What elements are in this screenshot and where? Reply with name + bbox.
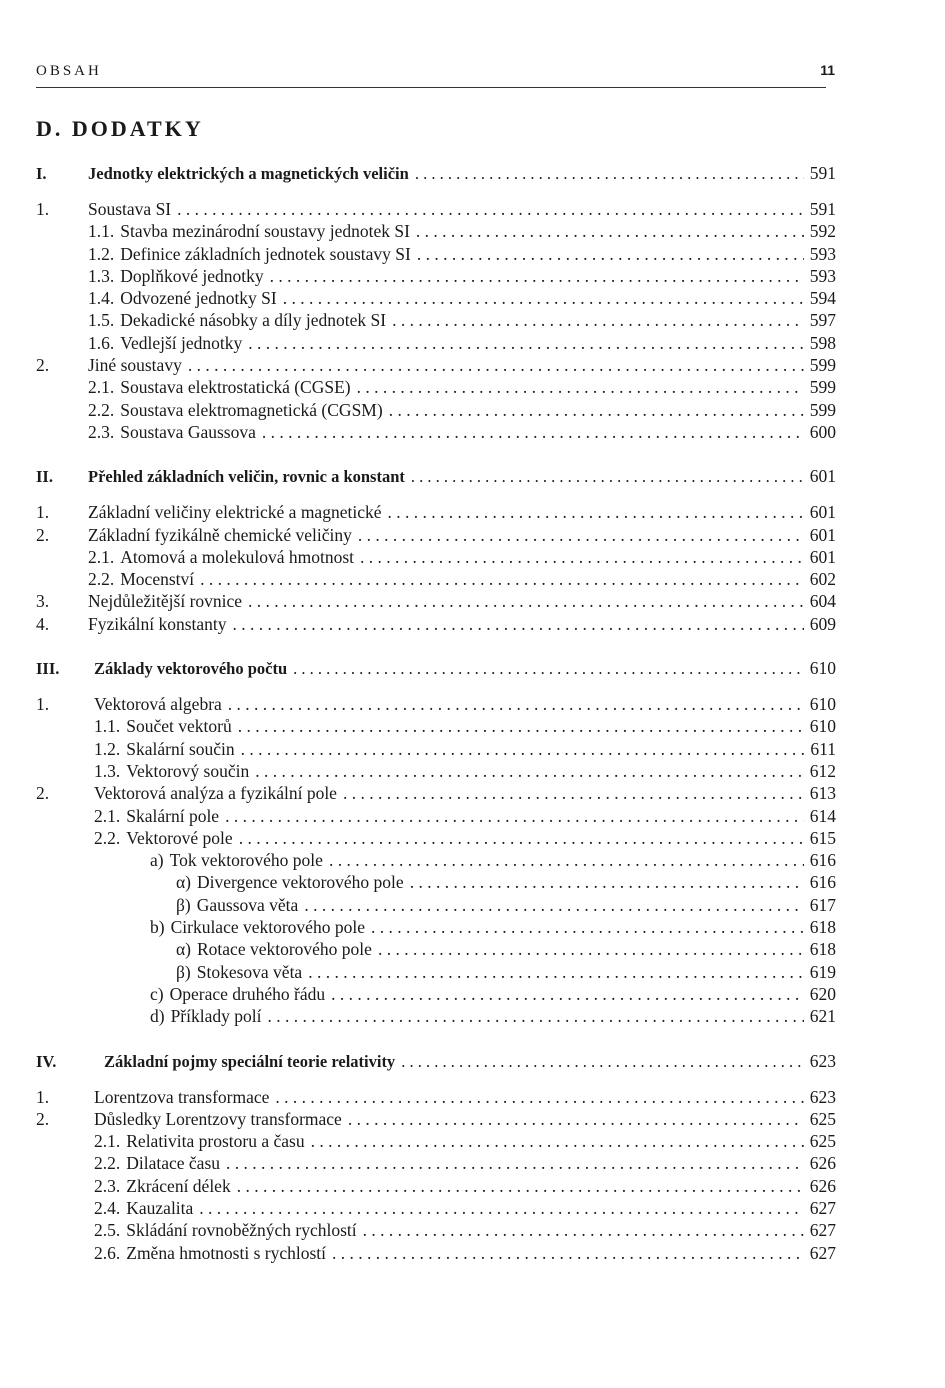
- toc-leader-dots: [343, 782, 804, 804]
- running-head: [36, 62, 835, 80]
- toc-entry-title: Soustava SI: [88, 199, 172, 219]
- toc-entry-number: 1.: [36, 502, 50, 523]
- toc-entry-title: Jiné soustavy: [88, 355, 182, 376]
- toc-page-number: 625: [809, 1131, 836, 1152]
- toc-page-number: 599: [809, 377, 836, 398]
- page-number: 11: [820, 62, 835, 78]
- toc-page-number: 599: [809, 399, 836, 420]
- toc-part-number: IV.: [36, 1051, 57, 1071]
- toc-entry-number: 2.3.: [94, 1175, 121, 1196]
- toc-page-number: 623: [809, 1050, 836, 1071]
- toc-entry-title: Tok vektorového pole: [169, 850, 323, 871]
- toc-entry-number: 2.: [36, 783, 50, 804]
- toc-part: [36, 655, 836, 1027]
- toc-entry-number: β): [176, 894, 191, 915]
- toc-entry-number: 2.: [36, 355, 50, 376]
- toc-page-number: 601: [809, 466, 836, 487]
- toc-page-number: 601: [809, 546, 836, 567]
- toc-entry-number: 2.2.: [88, 399, 115, 420]
- toc-leader-dots: [348, 1108, 804, 1130]
- toc-part-heading[interactable]: [36, 463, 836, 489]
- toc-entry-number: 2.1.: [88, 546, 115, 567]
- toc-entry-title: Cirkulace vektorového pole: [170, 917, 365, 938]
- toc-page-number: 612: [809, 760, 836, 781]
- toc-entry[interactable]: [36, 983, 836, 1005]
- toc-leader-dots: [237, 1175, 804, 1197]
- toc-leader-dots: [283, 287, 804, 309]
- toc-entry[interactable]: [36, 568, 836, 590]
- toc-entry-number: 2.6.: [94, 1242, 121, 1263]
- toc-entry-number: 1.2.: [88, 243, 115, 264]
- toc-leader-dots: [177, 198, 804, 220]
- toc-entry-title: Skládání rovnoběžných rychlostí: [126, 1220, 357, 1241]
- toc-page-number: 621: [809, 1006, 836, 1027]
- toc-page-number: 623: [809, 1086, 836, 1107]
- toc-leader-dots: [371, 916, 804, 938]
- toc-entry-number: 1.1.: [88, 221, 115, 242]
- toc-page-number: 627: [809, 1242, 836, 1263]
- toc-part-title: Základy vektorového počtu: [94, 659, 288, 679]
- toc-page-number: 610: [809, 694, 836, 715]
- toc-leader-dots: [267, 1005, 803, 1027]
- toc-entry[interactable]: [36, 715, 836, 737]
- toc-entry-number: b): [150, 917, 165, 938]
- toc-entry[interactable]: [36, 1005, 836, 1027]
- toc-entry[interactable]: [36, 309, 836, 331]
- toc-page-number: 618: [809, 917, 836, 938]
- toc-entry-title: Relativita prostoru a času: [126, 1131, 305, 1152]
- toc-entry-number: 2.1.: [88, 377, 115, 398]
- toc-entry[interactable]: [36, 1108, 836, 1130]
- toc-page-number: 597: [809, 310, 836, 331]
- toc-leader-dots: [270, 265, 804, 287]
- toc-part-heading[interactable]: [36, 1048, 836, 1074]
- toc-entry-number: 1.: [36, 1086, 50, 1107]
- header-rule: [36, 87, 826, 88]
- toc-part-title: Jednotky elektrických a magnetických veličin: [88, 164, 409, 183]
- toc-part-number: III.: [36, 659, 60, 679]
- toc-page-number: 617: [809, 894, 836, 915]
- toc-entry[interactable]: [36, 524, 836, 546]
- toc-leader-dots: [389, 399, 804, 421]
- toc-entry-number: 1.3.: [94, 760, 121, 781]
- toc-leader-dots: [360, 546, 804, 568]
- toc-entry[interactable]: [36, 1219, 836, 1241]
- toc-entry-title: Operace druhého řádu: [169, 983, 326, 1004]
- toc-page-number: 626: [809, 1175, 836, 1196]
- toc-entry-number: 1.6.: [88, 332, 115, 353]
- toc-entry[interactable]: [36, 332, 836, 354]
- toc-page-number: 593: [809, 265, 836, 286]
- toc-page-number: 616: [809, 850, 836, 871]
- toc-page-number: 594: [809, 288, 836, 309]
- toc-leader-dots: [226, 1152, 804, 1174]
- toc-entry-title: Mocenství: [120, 569, 195, 590]
- toc-part-heading[interactable]: [36, 655, 836, 681]
- toc-leader-dots: [199, 1197, 803, 1219]
- toc-entry-title: Stavba mezinárodní soustavy jednotek SI: [120, 221, 410, 242]
- toc-leader-dots: [387, 501, 803, 523]
- toc-part-title: Základní pojmy speciální teorie relativity: [104, 1051, 396, 1071]
- toc-leader-dots: [304, 894, 803, 916]
- toc-part-number: I.: [36, 164, 47, 183]
- toc-entry-number: β): [176, 961, 191, 982]
- toc-entry-number: 3.: [36, 591, 50, 612]
- toc-leader-dots: [239, 827, 804, 849]
- toc-leader-dots: [411, 464, 804, 490]
- toc-entry-number: α): [176, 872, 191, 893]
- toc-entry[interactable]: [36, 938, 836, 960]
- toc-entry[interactable]: [36, 546, 836, 568]
- toc-entry-title: Vektorová analýza a fyzikální pole: [94, 783, 337, 804]
- toc-page-number: 598: [809, 332, 836, 353]
- toc-entry-title: Základní fyzikálně chemické veličiny: [88, 524, 352, 545]
- toc-page-number: 610: [809, 658, 836, 679]
- toc-entry[interactable]: [36, 1242, 836, 1264]
- toc-page-number: 627: [809, 1197, 836, 1218]
- toc-page-number: 619: [809, 961, 836, 982]
- toc-entry[interactable]: [36, 198, 836, 220]
- toc-leader-dots: [200, 568, 804, 590]
- toc-entry[interactable]: [36, 961, 836, 983]
- toc-entry-title: Nejdůležitější rovnice: [88, 591, 243, 612]
- toc-page-number: 616: [809, 872, 836, 893]
- toc-entry-title: Dekadické násobky a díly jednotek SI: [120, 310, 387, 331]
- toc-page-number: 604: [809, 591, 836, 612]
- toc-entry[interactable]: [36, 693, 836, 715]
- toc-leader-dots: [228, 693, 804, 715]
- toc-entry[interactable]: [36, 738, 836, 760]
- toc-page-number: 609: [809, 613, 836, 634]
- toc-leader-dots: [308, 961, 804, 983]
- toc-page-number: 592: [809, 221, 836, 242]
- toc-entry-title: Stokesova věta: [196, 961, 303, 982]
- toc-leader-dots: [415, 161, 804, 187]
- toc-entry-number: 2.5.: [94, 1220, 121, 1241]
- toc-page-number: 600: [809, 421, 836, 442]
- toc-entry[interactable]: [36, 287, 836, 309]
- toc-leader-dots: [392, 309, 804, 331]
- toc-leader-dots: [238, 715, 804, 737]
- toc-leader-dots: [358, 524, 804, 546]
- toc-entry-title: Součet vektorů: [126, 716, 232, 737]
- toc-entry-number: d): [150, 1006, 165, 1027]
- toc-entry-title: Soustava elektromagnetická (CGSM): [120, 399, 383, 420]
- toc-entry-title: Vektorový součin: [126, 760, 250, 781]
- toc-entry[interactable]: [36, 376, 836, 398]
- toc-entry-title: Definice základních jednotek soustavy SI: [120, 243, 411, 264]
- toc-entry-number: 1.4.: [88, 288, 115, 309]
- toc-page-number: 626: [809, 1153, 836, 1174]
- toc-page-number: 601: [809, 524, 836, 545]
- toc-entry-title: Kauzalita: [126, 1197, 194, 1218]
- toc-entry-title: Vektorová algebra: [94, 694, 222, 715]
- toc-entry-title: Doplňkové jednotky: [120, 265, 264, 286]
- toc-leader-dots: [329, 849, 804, 871]
- toc-page-number: 591: [809, 163, 836, 183]
- toc-page-number: 625: [809, 1108, 836, 1129]
- toc-entry-title: Fyzikální konstanty: [88, 613, 227, 634]
- toc-entry-number: a): [150, 850, 164, 871]
- toc-leader-dots: [241, 738, 805, 760]
- toc-entry-title: Základní veličiny elektrické a magnetické: [88, 502, 382, 523]
- toc-entry-title: Důsledky Lorentzovy transformace: [94, 1108, 342, 1129]
- toc-entry-title: Atomová a molekulová hmotnost: [120, 546, 355, 567]
- section-title: D. DODATKY: [36, 116, 204, 141]
- toc-entry-title: Divergence vektorového pole: [197, 872, 404, 893]
- toc-part: [36, 160, 836, 443]
- toc-page-number: 620: [809, 983, 836, 1004]
- toc-entry-number: 4.: [36, 613, 50, 634]
- toc-entry-number: 1.: [36, 694, 50, 715]
- toc-page-number: 615: [809, 827, 836, 848]
- toc-entry[interactable]: [36, 871, 836, 893]
- toc-page-number: 591: [809, 199, 836, 219]
- toc-entry-title: Soustava elektrostatická (CGSE): [120, 377, 351, 398]
- toc-entry-title: Odvozené jednotky SI: [120, 288, 277, 309]
- toc-part-heading[interactable]: [36, 160, 836, 186]
- toc-entry-number: 1.: [36, 199, 50, 219]
- toc-entry-title: Zkrácení délek: [126, 1175, 231, 1196]
- toc-page-number: 627: [809, 1220, 836, 1241]
- toc-entry[interactable]: [36, 220, 836, 242]
- toc-entry[interactable]: [36, 1130, 836, 1152]
- toc-page-number: 601: [809, 502, 836, 523]
- toc-page-number: 611: [810, 738, 836, 759]
- toc-entry-number: α): [176, 939, 191, 960]
- toc-page-number: 599: [809, 355, 836, 376]
- toc-entry[interactable]: [36, 849, 836, 871]
- toc-leader-dots: [311, 1130, 804, 1152]
- toc-page-number: 602: [809, 569, 836, 590]
- toc-entry-number: 2.1.: [94, 805, 121, 826]
- toc-page-number: 614: [809, 805, 836, 826]
- toc-leader-dots: [357, 376, 804, 398]
- toc-entry[interactable]: [36, 265, 836, 287]
- toc-leader-dots: [188, 354, 804, 376]
- toc-leader-dots: [378, 938, 804, 960]
- toc-entry[interactable]: [36, 916, 836, 938]
- toc-entry[interactable]: [36, 590, 836, 612]
- toc-entry[interactable]: [36, 1175, 836, 1197]
- toc-page-number: 613: [809, 783, 836, 804]
- toc-entry[interactable]: [36, 760, 836, 782]
- toc-entry-title: Lorentzova transformace: [94, 1086, 270, 1107]
- toc-entry[interactable]: [36, 782, 836, 804]
- toc-leader-dots: [363, 1219, 804, 1241]
- toc-entry[interactable]: [36, 827, 836, 849]
- toc-entry[interactable]: [36, 399, 836, 421]
- toc-entry-number: 1.5.: [88, 310, 115, 331]
- toc-entry[interactable]: [36, 501, 836, 523]
- toc-entry-title: Skalární součin: [126, 738, 235, 759]
- toc-entry-number: 2.3.: [88, 421, 115, 442]
- toc-entry-title: Změna hmotnosti s rychlostí: [126, 1242, 327, 1263]
- toc-entry-number: 2.2.: [94, 827, 121, 848]
- toc-entry-number: 2.: [36, 524, 50, 545]
- toc-entry[interactable]: [36, 1086, 836, 1108]
- toc-leader-dots: [416, 220, 804, 242]
- toc-leader-dots: [332, 1242, 804, 1264]
- toc-entry[interactable]: [36, 613, 836, 635]
- toc-leader-dots: [401, 1049, 804, 1075]
- toc-leader-dots: [248, 590, 804, 612]
- toc-entry-number: 2.2.: [88, 569, 115, 590]
- toc-entry-title: Gaussova věta: [196, 894, 299, 915]
- toc-entry[interactable]: [36, 354, 836, 376]
- table-of-contents: [36, 160, 836, 1284]
- toc-entry[interactable]: [36, 243, 836, 265]
- toc-page-number: 610: [809, 716, 836, 737]
- toc-leader-dots: [331, 983, 804, 1005]
- toc-part: [36, 463, 836, 635]
- toc-entry[interactable]: [36, 1152, 836, 1174]
- toc-part-title: Přehled základních veličin, rovnic a konstant: [88, 467, 405, 487]
- toc-entry-title: Vedlejší jednotky: [120, 332, 243, 353]
- toc-entry-number: 2.1.: [94, 1131, 121, 1152]
- toc-page-number: 618: [809, 939, 836, 960]
- toc-leader-dots: [233, 613, 804, 635]
- toc-entry-title: Příklady polí: [170, 1006, 262, 1027]
- toc-entry-number: 1.3.: [88, 265, 115, 286]
- toc-entry[interactable]: [36, 1197, 836, 1219]
- toc-leader-dots: [417, 243, 804, 265]
- toc-entry-title: Dilatace času: [126, 1153, 221, 1174]
- toc-entry-number: 2.: [36, 1108, 50, 1129]
- toc-entry-title: Skalární pole: [126, 805, 220, 826]
- toc-leader-dots: [262, 421, 804, 443]
- toc-leader-dots: [275, 1086, 803, 1108]
- toc-entry-number: 2.4.: [94, 1197, 121, 1218]
- toc-entry-number: c): [150, 983, 164, 1004]
- toc-entry-number: 1.1.: [94, 716, 121, 737]
- toc-leader-dots: [293, 656, 804, 682]
- toc-leader-dots: [255, 760, 804, 782]
- toc-entry-title: Rotace vektorového pole: [197, 939, 372, 960]
- toc-entry[interactable]: [36, 805, 836, 827]
- toc-leader-dots: [225, 805, 804, 827]
- toc-leader-dots: [248, 332, 804, 354]
- toc-part: [36, 1048, 836, 1264]
- toc-part-number: II.: [36, 467, 53, 487]
- toc-page-number: 593: [809, 243, 836, 264]
- toc-entry-title: Soustava Gaussova: [120, 421, 256, 442]
- toc-entry[interactable]: [36, 894, 836, 916]
- toc-entry[interactable]: [36, 421, 836, 443]
- toc-entry-number: 1.2.: [94, 738, 121, 759]
- running-head-title: OBSAH: [36, 63, 102, 79]
- toc-entry-title: Vektorové pole: [126, 827, 233, 848]
- toc-leader-dots: [410, 871, 804, 893]
- toc-entry-number: 2.2.: [94, 1153, 121, 1174]
